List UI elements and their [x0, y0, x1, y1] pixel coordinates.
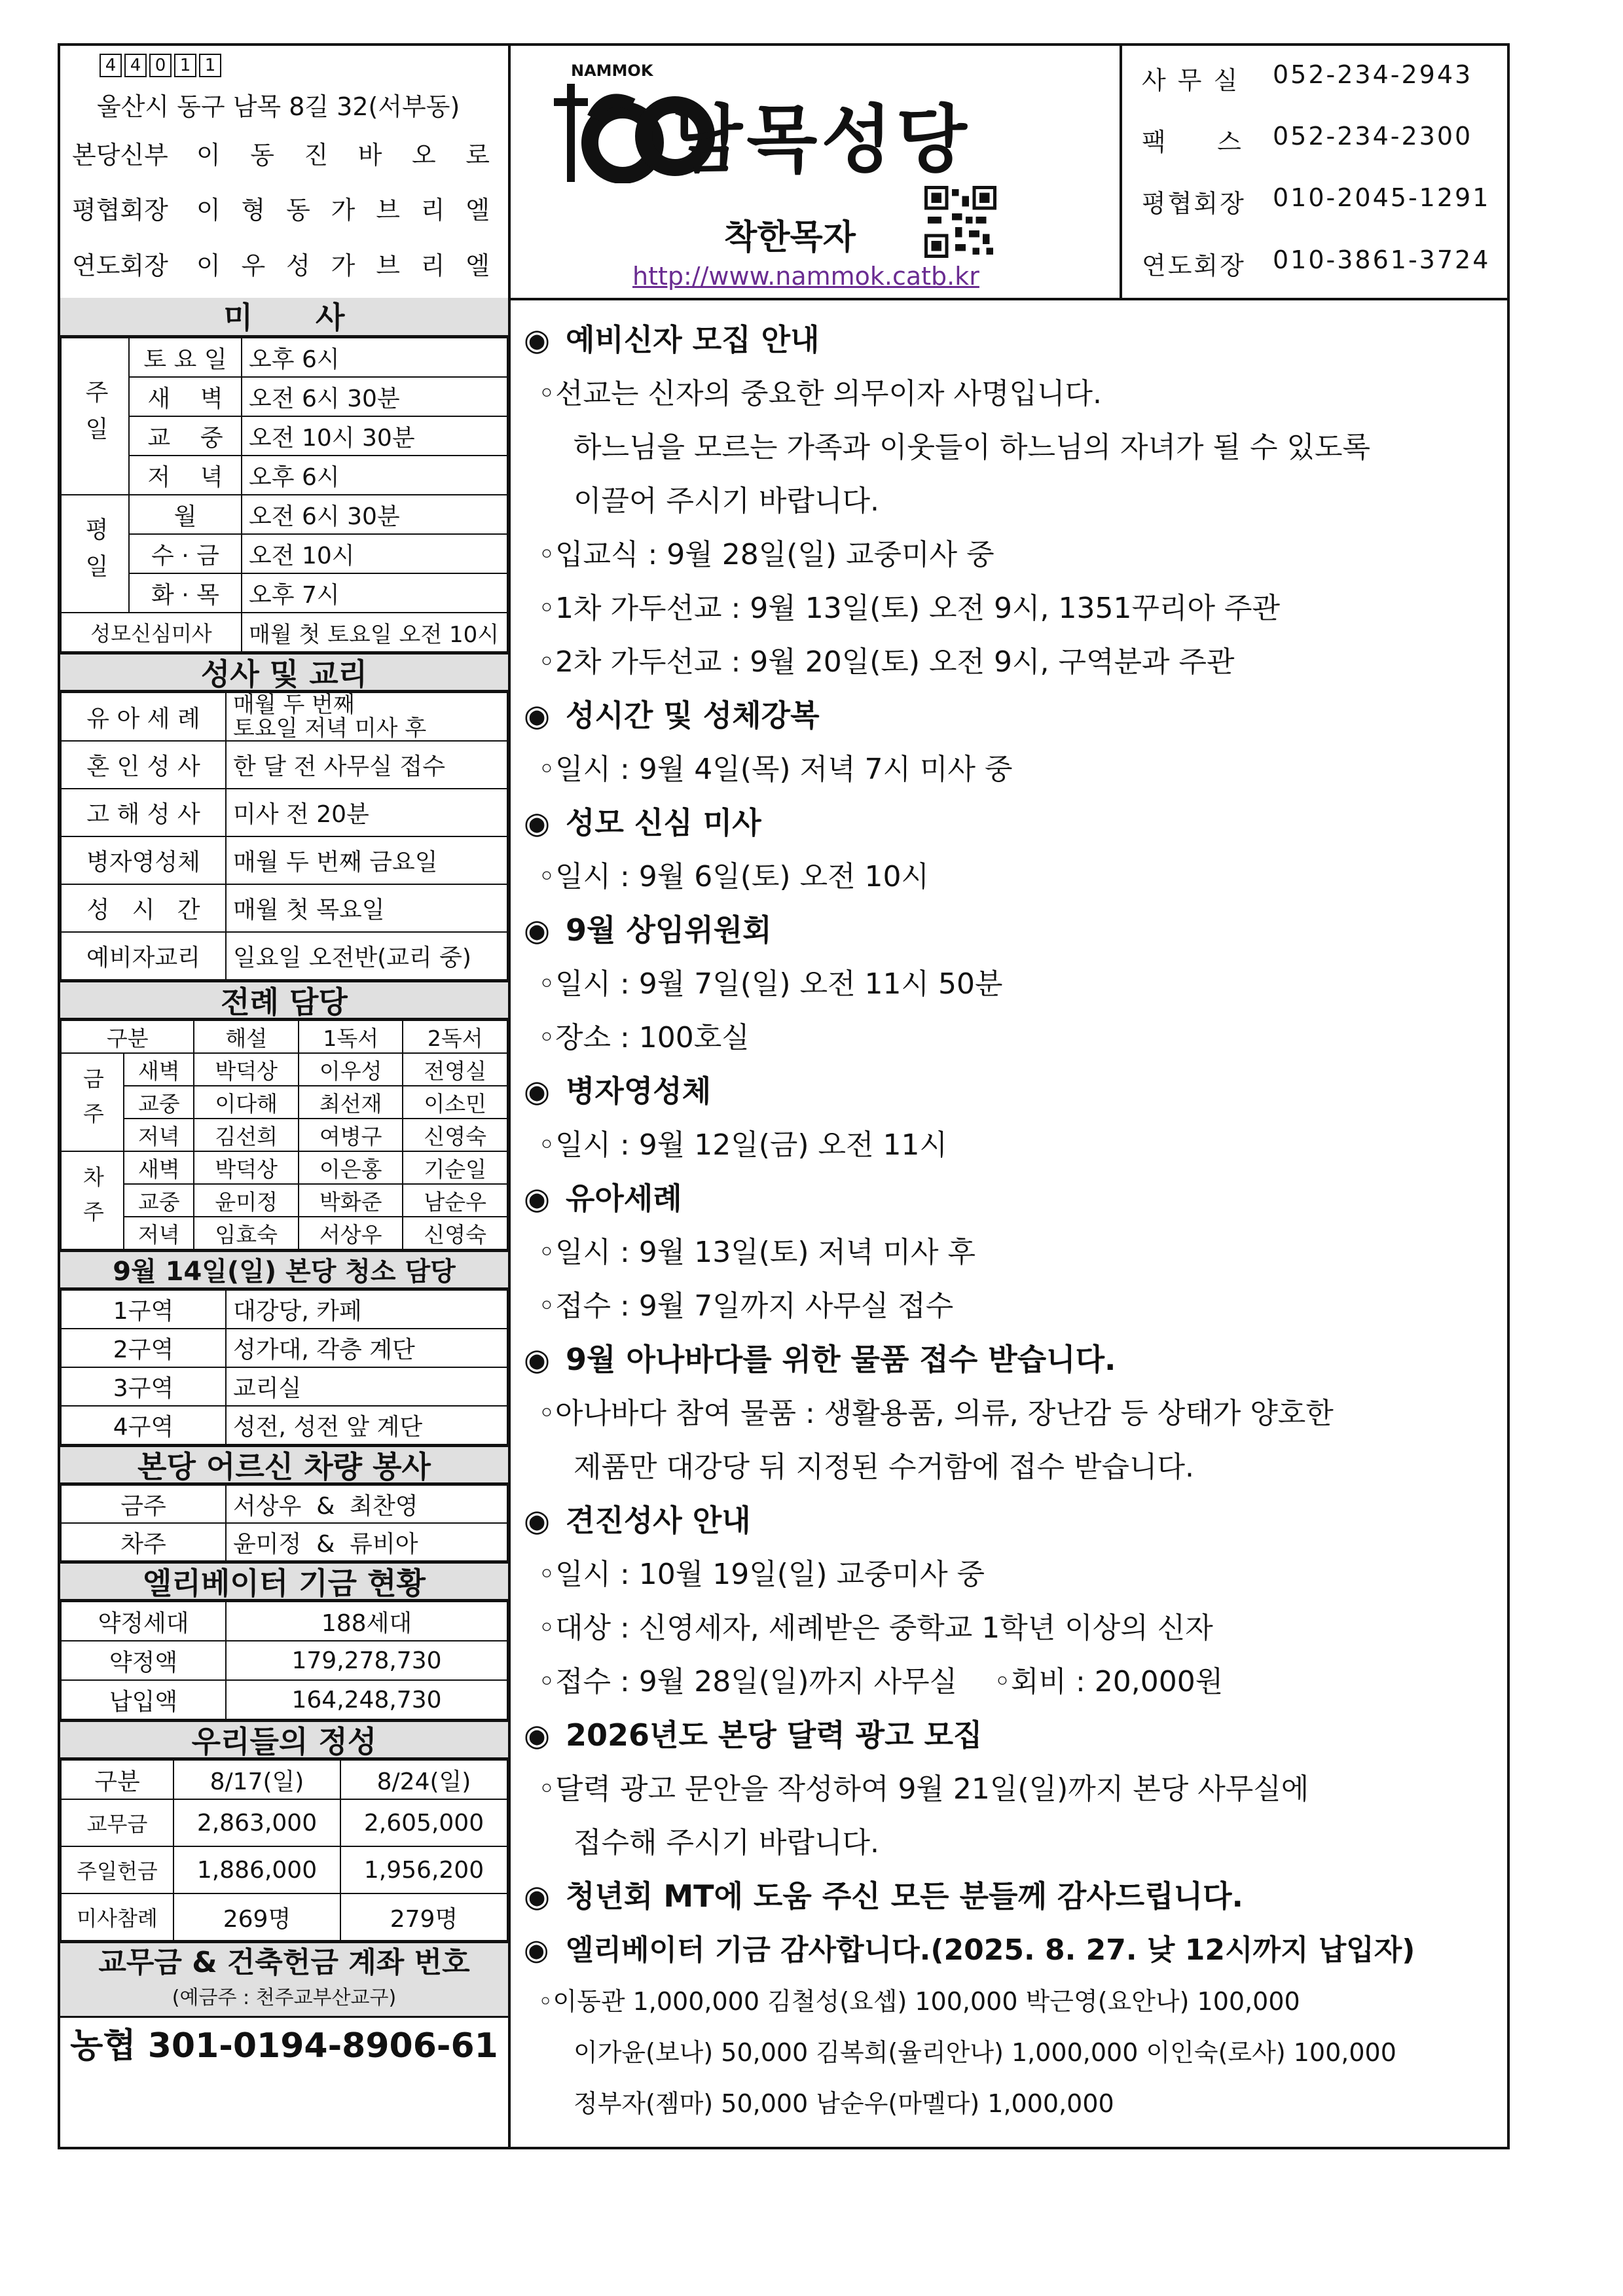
bullet-icon: ◉ — [524, 912, 551, 948]
staff-council-president — [72, 190, 491, 226]
table-row: 저녁 임효숙 서상우 신영숙 — [61, 1217, 507, 1249]
logo-small-text: NAMMOK — [571, 62, 653, 80]
church-name: 남목성당 — [672, 98, 971, 183]
notice-line: ◦일시 : 9월 7일(일) 오전 11시 50분 — [538, 967, 1003, 1001]
bullet-icon: ◉ — [524, 322, 551, 357]
notice-line: ◦달력 광고 문안을 작성하여 9월 21일(일)까지 본당 사무실에 — [538, 1772, 1309, 1806]
bullet-icon: ◉ — [524, 1878, 551, 1914]
bullet-icon: ◉ — [524, 1933, 549, 1967]
notice-line: ◦아나바다 참여 물품 : 생활용품, 의류, 장난감 등 상태가 양호한 — [538, 1397, 1334, 1430]
sacraments-table — [60, 692, 508, 980]
notice-heading: ◉ 청년회 MT에 도움 주신 모든 분들께 감사드립니다. — [524, 1878, 1243, 1914]
notice-line: 접수해 주시기 바랍니다. — [574, 1826, 879, 1859]
zip-digit: 4 — [100, 54, 122, 77]
table-row: 병자영성체 매월 두 번째 금요일 — [61, 836, 507, 884]
table-row: 화 · 목 오후 7시 — [61, 573, 507, 613]
bullet-icon: ◉ — [524, 698, 551, 733]
notice-heading: ◉ 예비신자 모집 안내 — [524, 322, 820, 357]
notice-line: ◦입교식 : 9월 28일(일) 교중미사 중 — [538, 538, 994, 571]
staff-pastor — [72, 135, 491, 171]
cleaning-table — [60, 1289, 508, 1445]
table-row: 유 아 세 례 매월 두 번째 토요일 저녁 미사 후 — [61, 692, 507, 741]
table-row: 새 벽 오전 6시 30분 — [61, 377, 507, 416]
table-row: 차주 윤미정 & 류비아 — [61, 1523, 507, 1561]
bullet-icon: ◉ — [524, 1503, 551, 1538]
notice-heading: ◉ 2026년도 본당 달력 광고 모집 — [524, 1717, 983, 1753]
weekday-label: 평일 — [61, 495, 129, 613]
notice-heading: ◉ 유아세례 — [524, 1181, 682, 1216]
table-row: 평일 월 오전 6시 30분 — [61, 495, 507, 534]
table-row: 구분 8/17(일) 8/24(일) — [61, 1760, 507, 1799]
bullet-icon: ◉ — [524, 1342, 551, 1377]
table-row: 약정액 179,278,730 — [61, 1641, 507, 1680]
table-row: 약정세대 188세대 — [61, 1602, 507, 1641]
bullet-icon: ◉ — [524, 805, 551, 840]
sidebar — [60, 298, 511, 2149]
notice-line: ◦접수 : 9월 28일(일)까지 사무실 ◦회비 : 20,000원 — [538, 1665, 1224, 1698]
bullet-icon: ◉ — [524, 1717, 551, 1753]
table-row: 혼 인 성 사 한 달 전 사무실 접수 — [61, 741, 507, 789]
sunday-label: 주일 — [61, 338, 129, 495]
sacraments-title: 성사 및 교리 — [60, 653, 508, 692]
notice-line: ◦일시 : 9월 6일(토) 오전 10시 — [538, 860, 930, 893]
header — [60, 46, 1507, 300]
table-row: 미사참례 269명 279명 — [61, 1893, 507, 1941]
notice-line: ◦선교는 신자의 중요한 의무이자 사명입니다. — [538, 377, 1102, 410]
contact-council: 평협회장 010-2045-1291 — [1142, 183, 1491, 218]
notice-heading: ◉ 엘리베이터 기금 감사합니다.(2025. 8. 27. 낮 12시까지 납입자) — [524, 1933, 1415, 1967]
staff-prayer-president — [72, 245, 491, 281]
car-service-table — [60, 1484, 508, 1562]
notice-line: ◦대상 : 신영세자, 세례받은 중학교 1학년 이상의 신자 — [538, 1611, 1213, 1645]
notice-line: ◦1차 가두선교 : 9월 13일(토) 오전 9시, 1351꾸리아 주관 — [538, 592, 1280, 625]
qr-code-icon — [924, 186, 996, 258]
donor-line: 이가윤(보나) 50,000 김복희(율리안나) 1,000,000 이인숙(로사) 100,000 — [574, 2038, 1396, 2067]
table-row: 저녁 김선희 여병구 신영숙 — [61, 1119, 507, 1151]
bullet-icon: ◉ — [524, 1073, 551, 1109]
contact-office: 사 무 실 052-234-2943 — [1142, 60, 1473, 95]
table-row: 납입액 164,248,730 — [61, 1680, 507, 1719]
bank-account: 농협 301-0194-8906-61 — [60, 2016, 508, 2074]
notice-heading: ◉ 견진성사 안내 — [524, 1503, 751, 1538]
table-row: 교중 윤미정 박화준 남순우 — [61, 1184, 507, 1217]
table-row: 주일 토 요 일 오후 6시 — [61, 338, 507, 377]
donor-line: ◦이동관 1,000,000 김철성(요셉) 100,000 박근영(요안나) 100,000 — [538, 1987, 1300, 2016]
staff-label: 평협회장 — [72, 196, 168, 224]
zip-code — [100, 54, 224, 77]
table-row: 고 해 성 사 미사 전 20분 — [61, 789, 507, 836]
table-row: 1구역 대강당, 카페 — [61, 1290, 507, 1329]
table-row: 교 중 오전 10시 30분 — [61, 416, 507, 456]
zip-digit: 4 — [124, 54, 147, 77]
table-row: 금주 서상우 & 최찬영 — [61, 1485, 507, 1523]
notice-heading: ◉ 병자영성체 — [524, 1073, 712, 1109]
notice-line: 제품만 대강당 뒤 지정된 수거함에 접수 받습니다. — [574, 1450, 1194, 1484]
donor-line: 정부자(젬마) 50,000 남순우(마멜다) 1,000,000 — [574, 2089, 1114, 2118]
notice-heading: ◉ 9월 상임위원회 — [524, 912, 772, 948]
table-row: 수 · 금 오전 10시 — [61, 534, 507, 573]
elevator-fund-table — [60, 1601, 508, 1720]
mass-title: 미 사 — [60, 298, 508, 337]
bullet-icon: ◉ — [524, 1181, 551, 1216]
liturgy-title: 전례 담당 — [60, 980, 508, 1020]
notice-heading: ◉ 성모 신심 미사 — [524, 805, 761, 840]
table-row: 교무금 2,863,000 2,605,000 — [61, 1799, 507, 1846]
contact-prayer: 연도회장 010-3861-3724 — [1142, 245, 1491, 280]
table-row: 저 녁 오후 6시 — [61, 456, 507, 495]
notice-line: ◦접수 : 9월 7일까지 사무실 접수 — [538, 1289, 954, 1323]
notice-line: 하느님을 모르는 가족과 이웃들이 하느님의 자녀가 될 수 있도록 — [574, 431, 1370, 464]
table-row: 3구역 교리실 — [61, 1367, 507, 1406]
notice-line: 이끌어 주시기 바랍니다. — [574, 484, 879, 518]
table-row: 구분 해설 1독서 2독서 — [61, 1020, 507, 1053]
cleaning-title: 9월 14일(일) 본당 청소 담당 — [60, 1250, 508, 1289]
elevator-fund-title: 엘리베이터 기금 현황 — [60, 1562, 508, 1601]
zip-digit: 0 — [149, 54, 172, 77]
notice-line: ◦일시 : 9월 13일(토) 저녁 미사 후 — [538, 1236, 976, 1269]
church-website-link[interactable]: http://www.nammok.catb.kr — [632, 262, 979, 291]
staff-name: 이 우 성 가 브 리 엘 — [196, 251, 491, 280]
car-service-title: 본당 어르신 차량 봉사 — [60, 1445, 508, 1484]
notices — [508, 298, 1510, 2149]
table-row: 2구역 성가대, 각층 계단 — [61, 1329, 507, 1367]
table-row: 주일헌금 1,886,000 1,956,200 — [61, 1846, 507, 1893]
zip-digit: 1 — [199, 54, 221, 77]
bank-title: 교무금 & 건축헌금 계좌 번호 — [60, 1941, 508, 1981]
notice-line: ◦2차 가두선교 : 9월 20일(토) 오전 9시, 구역분과 주관 — [538, 645, 1235, 679]
bank-holder: (예금주 : 천주교부산교구) — [60, 1981, 508, 2016]
table-row: 예비자교리 일요일 오전반(교리 중) — [61, 932, 507, 980]
header-logo-area — [508, 46, 1120, 298]
notice-line: ◦일시 : 9월 12일(금) 오전 11시 — [538, 1128, 948, 1162]
table-row: 성모신심미사 매월 첫 토요일 오전 10시 — [61, 613, 507, 652]
church-motto: 착한목자 — [724, 218, 856, 257]
header-contacts — [1120, 46, 1512, 298]
header-info — [60, 46, 511, 298]
staff-label: 연도회장 — [72, 251, 168, 280]
staff-name: 이 형 동 가 브 리 엘 — [196, 196, 491, 224]
staff-name: 이 동 진 바 오 로 — [196, 141, 491, 170]
zip-digit: 1 — [174, 54, 196, 77]
table-row: 4구역 성전, 성전 앞 계단 — [61, 1406, 507, 1444]
liturgy-table — [60, 1020, 508, 1250]
staff-label: 본당신부 — [72, 141, 168, 170]
offering-table — [60, 1759, 508, 1941]
notice-heading: ◉ 성시간 및 성체강복 — [524, 698, 820, 733]
notice-heading: ◉ 9월 아나바다를 위한 물품 접수 받습니다. — [524, 1342, 1116, 1377]
offering-title: 우리들의 정성 — [60, 1720, 508, 1759]
mass-schedule-table — [60, 337, 508, 653]
table-row: 차주 새벽 박덕상 이은홍 기순일 — [61, 1151, 507, 1184]
church-address: 울산시 동구 남목 8길 32(서부동) — [97, 92, 460, 121]
bulletin-page — [58, 43, 1510, 2149]
notice-line: ◦장소 : 100호실 — [538, 1021, 750, 1054]
contact-fax: 팩 스 052-234-2300 — [1142, 122, 1473, 156]
notice-line: ◦일시 : 10월 19일(일) 교중미사 중 — [538, 1558, 985, 1591]
table-row: 성 시 간 매월 첫 목요일 — [61, 884, 507, 932]
table-row: 금주 새벽 박덕상 이우성 전영실 — [61, 1053, 507, 1086]
notice-line: ◦일시 : 9월 4일(목) 저녁 7시 미사 중 — [538, 753, 1013, 786]
table-row: 교중 이다해 최선재 이소민 — [61, 1086, 507, 1119]
